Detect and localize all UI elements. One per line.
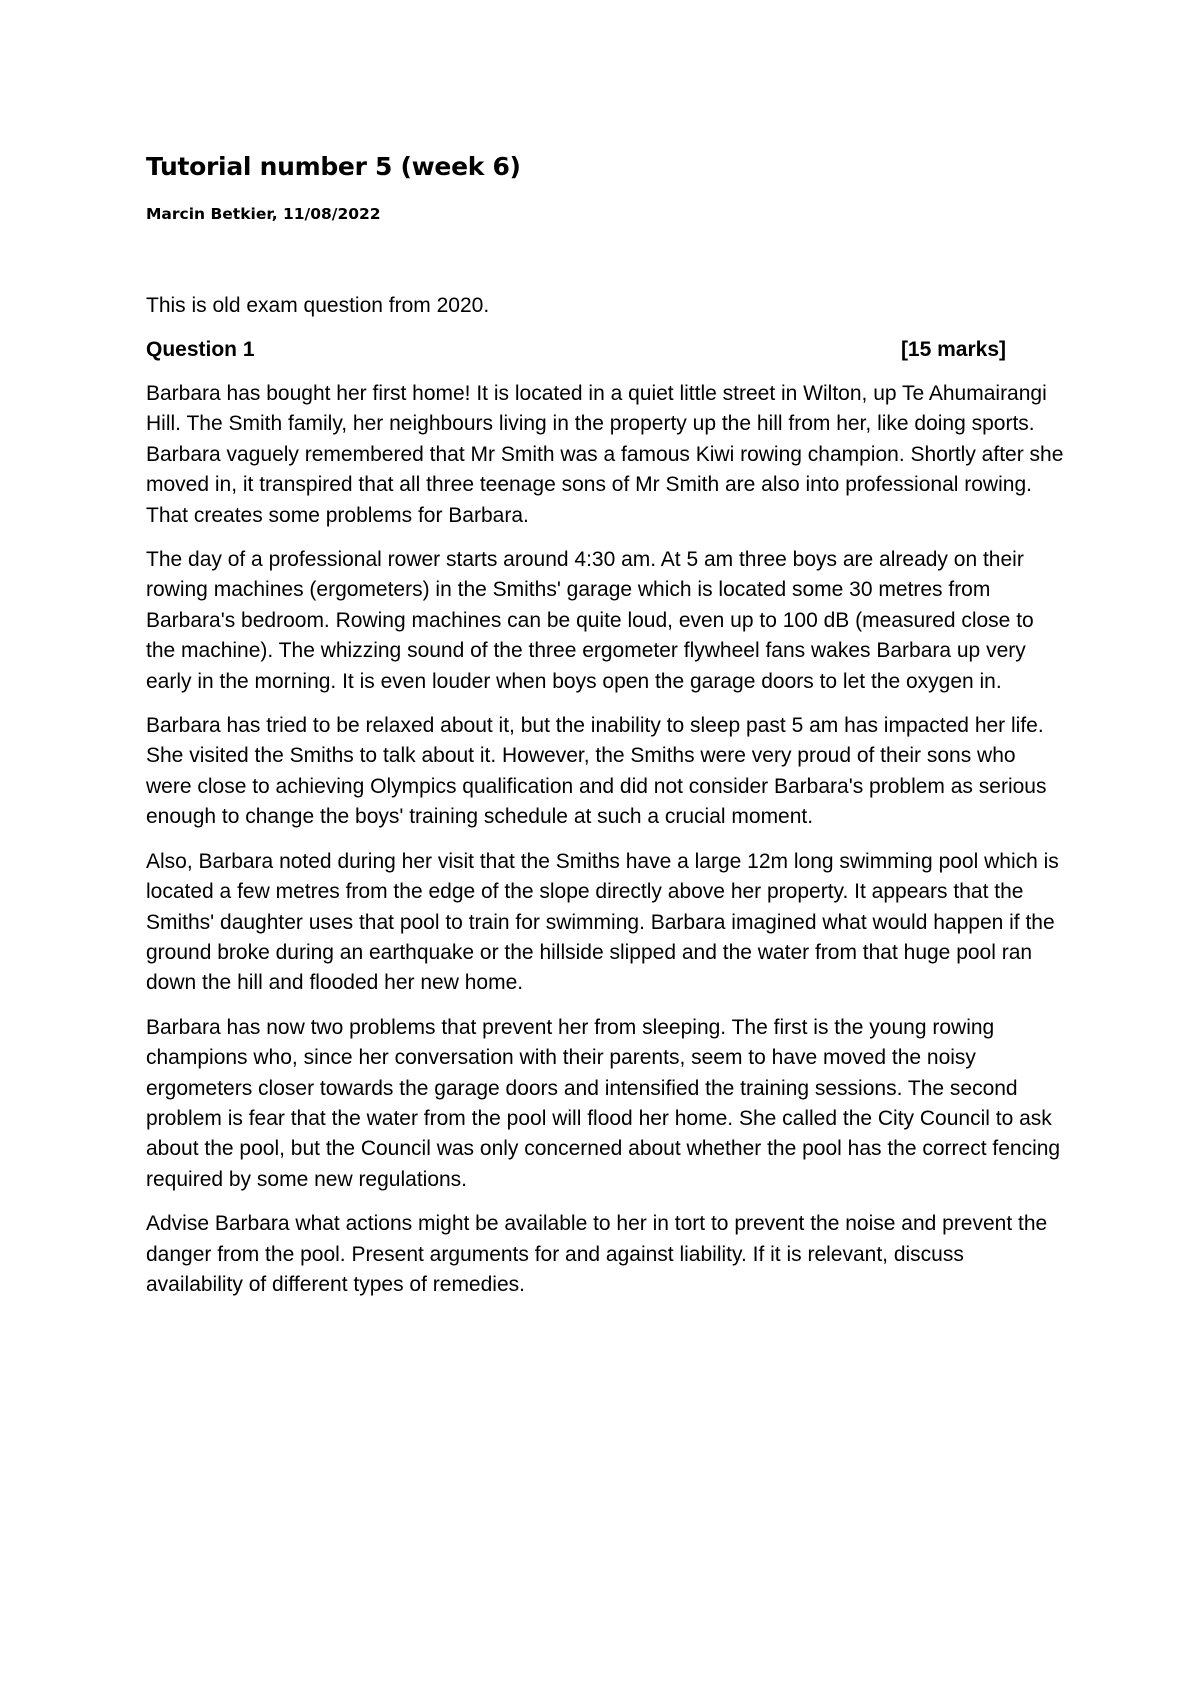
document-page xyxy=(146,150,1066,1300)
question-header xyxy=(146,335,1006,365)
intro-text: This is old exam question from 2020. xyxy=(146,294,490,317)
question-paragraph: The day of a professional rower starts around 4:30 am. At 5 am three boys are already on their rowing machines (ergometers) in the Smiths' garage which is located some 30 metres from Barbara's bedroom. Rowing machines can be quite loud, even up to 100 dB (measured close to the machine). The whizzing sound of the three ergometer flywheel fans wakes Barbara up very early in the morning. It is even louder when boys open the garage doors to let the oxygen in. xyxy=(146,548,1034,693)
question-marks: [15 marks] xyxy=(900,338,1006,361)
question-paragraph: Barbara has bought her first home! It is located in a quiet little street in Wilton, up Te Ahumairangi Hill. The Smith family, her neighbours living in the property up the hill from her, like doing sports. Barbara vaguely remembered that Mr Smith was a famous Kiwi rowing champion. Shortly after she moved in, it transpired that all three teenage sons of Mr Smith are also into professional rowing. That creates some problems for Barbara. xyxy=(146,382,1064,527)
question-paragraph: Barbara has tried to be relaxed about it, but the inability to sleep past 5 am has impacted her life. She visited the Smiths to talk about it. However, the Smiths were very proud of their sons who were close to achieving Olympics qualification and did not consider Barbara's problem as serious enough to change the boys' training schedule at such a crucial moment. xyxy=(146,714,1047,829)
author-date-line: Marcin Betkier, 11/08/2022 xyxy=(146,205,381,223)
question-paragraph: Advise Barbara what actions might be available to her in tort to prevent the noise and prevent the danger from the pool. Present arguments for and against liability. If it is relevant, discuss availability of different types of remedies. xyxy=(146,1212,1048,1296)
question-paragraph: Barbara has now two problems that prevent her from sleeping. The first is the young rowing champions who, since her conversation with their parents, seem to have moved the noisy ergometers closer towards the garage doors and intensified the training sessions. The second problem is fear that the water from the pool will flood her home. She called the City Council to ask about the pool, but the Council was only concerned about whether the pool has the correct fencing required by some new regulations. xyxy=(146,1015,1061,1191)
question-label: Question 1 xyxy=(146,338,255,361)
document-title: Tutorial number 5 (week 6) xyxy=(146,152,521,181)
question-paragraph: Also, Barbara noted during her visit that the Smiths have a large 12m long swimming pool which is located a few metres from the edge of the slope directly above her property. It appears that the Smiths' daughter uses that pool to train for swimming. Barbara imagined what would happen if the ground broke during an earthquake or the hillside slipped and the water from that huge pool ran down the hill and flooded her new home. xyxy=(146,849,1059,995)
